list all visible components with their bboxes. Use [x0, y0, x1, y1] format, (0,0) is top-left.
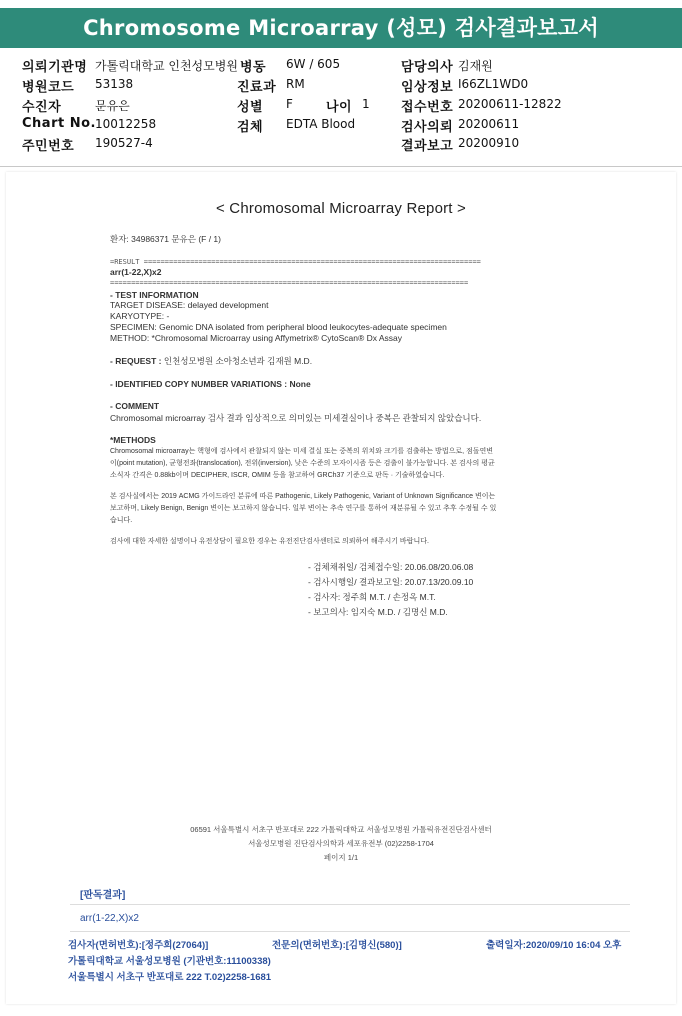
comment-text: Chromosomal microarray 검사 결과 임상적으로 의미있는 미세결실이나 중복은 관찰되지 않았습니다.	[110, 413, 482, 423]
methods-p1-line2: 이(point mutation), 균형전좌(translocation), 전위(inversion), 낮은 수준의 모자이시즘 등은 검출이 불가능합니다. 본 검사의 평균	[110, 460, 495, 467]
signoff-physicians: - 보고의사: 임지숙 M.D. / 김명신 M.D.	[308, 607, 448, 617]
value-hospital-code: 53138	[95, 77, 134, 91]
request-value: 인천성모병원 소아청소년과 김재원 M.D.	[163, 356, 313, 366]
karyotype: KARYOTYPE: -	[110, 311, 170, 321]
print-date: 출력일자:2020/09/10 16:04 오후	[486, 940, 622, 951]
methods-p3: 검사에 대한 자세한 설명이나 유전상담이 필요한 경우는 유전진단검사센터로 의뢰하여 해주시기 바랍니다.	[110, 538, 429, 545]
value-age: 1	[362, 97, 370, 111]
label-id-number: 주민번호	[22, 139, 75, 154]
methods-p2-line2: 보고하며, Likely Benign, Benign 변이는 보고하지 않습니다. 일부 변이는 추속 연구를 통하여 재분류될 수 있고 추후 수정될 수 있	[110, 505, 497, 512]
top-strip	[0, 0, 682, 8]
cnv-line: - IDENTIFIED COPY NUMBER VARIATIONS : None	[110, 379, 311, 389]
result-divider: =RESULT ================================================================================	[110, 258, 481, 266]
specimen-line: SPECIMEN: Genomic DNA isolated from peripheral blood leukocytes-adequate specimen	[110, 322, 447, 332]
hospital-address: 서울특별시 서초구 반포대로 222 T.02)2258-1681	[68, 972, 272, 983]
signoff-technicians: - 검사자: 정주희 M.T. / 손정옥 M.T.	[308, 592, 436, 602]
label-doctor: 담당의사	[401, 60, 454, 75]
divider-line: =====================================================================================	[110, 279, 469, 287]
label-clinical-info: 임상정보	[401, 80, 454, 95]
label-age: 나이	[326, 100, 353, 115]
judgement-value: arr(1-22,X)x2	[80, 913, 139, 924]
report-heading: < Chromosomal Microarray Report >	[215, 200, 466, 217]
patient-header	[0, 48, 682, 167]
value-accession: 20200611-12822	[458, 97, 562, 111]
label-request-date: 검사의뢰	[401, 120, 454, 135]
footer-department: 서울성모병원 진단검사의학과 세포유전부 (02)2258-1704	[248, 839, 434, 848]
value-patient: 문유은	[95, 99, 130, 113]
label-specimen: 검체	[237, 120, 264, 135]
report-title-bar: Chromosome Microarray (성모) 검사결과보고서	[0, 8, 682, 48]
footer-page: 페이지 1/1	[323, 853, 359, 862]
label-chart-no: Chart No.	[22, 116, 96, 131]
report-sheet	[6, 172, 676, 1004]
label-accession: 접수번호	[401, 100, 454, 115]
signoff-dates-1: - 검체채취일/ 검체접수일: 20.06.08/20.06.08	[308, 562, 474, 572]
examiner-license: 검사자(면허번호):[정주희(27064)]	[68, 940, 209, 951]
value-specimen: EDTA Blood	[286, 117, 356, 131]
value-request-date: 20200611	[458, 117, 520, 131]
test-info-header: - TEST INFORMATION	[110, 290, 199, 300]
value-doctor: 김재원	[458, 59, 493, 73]
value-report-date: 20200910	[458, 136, 520, 150]
label-report-date: 결과보고	[401, 139, 454, 154]
result-header: =RESULT	[110, 258, 140, 266]
method-line: METHOD: *Chromosomal Microarray using Affymetrix® CytoScan® Dx Assay	[110, 333, 403, 343]
methods-p1-line3: 소식자 간격은 0.88kb이며 DECIPHER, ISCR, OMIM 등을 참고하여 GRCh37 기준으로 판독 · 기술하였습니다.	[110, 472, 445, 479]
specialist-license: 전문의(면허번호):[김명신(580)]	[272, 940, 402, 951]
label-ward: 병동	[240, 60, 267, 75]
target-disease: TARGET DISEASE: delayed development	[110, 300, 269, 310]
label-department: 진료과	[237, 80, 277, 95]
methods-p2-line3: 습니다.	[110, 517, 133, 524]
summary-divider	[70, 931, 630, 932]
label-hospital-code: 병원코드	[22, 80, 75, 95]
value-chart-no: 10012258	[95, 117, 157, 131]
value-institution: 가톨릭대학교 인천성모병원	[95, 59, 238, 73]
methods-header: *METHODS	[110, 435, 156, 445]
methods-p1-line1: Chromosomal microarray는 핵형에 검사에서 관찰되지 않는 미세 결실 또는 중복의 위치와 크기를 검출하는 방법으로, 점돌연변	[110, 448, 494, 455]
judgement-label: [판독결과]	[80, 890, 126, 901]
label-institution: 의뢰기관명	[22, 60, 88, 75]
hospital-info: 가톨릭대학교 서울성모병원 (기관번호:11100338)	[68, 956, 271, 967]
patient-line: 환자: 34986371 문유은 (F / 1)	[110, 234, 221, 244]
result-value: arr(1-22,X)x2	[110, 267, 162, 277]
label-sex: 성별	[237, 100, 264, 115]
value-id-number: 190527-4	[95, 136, 153, 150]
label-patient: 수진자	[22, 100, 62, 115]
value-department: RM	[286, 77, 305, 91]
value-ward: 6W / 605	[286, 57, 341, 71]
signoff-dates-2: - 검사시행일/ 결과보고일: 20.07.13/20.09.10	[308, 577, 474, 587]
request-line	[110, 355, 312, 367]
value-clinical-info: I66ZL1WD0	[458, 77, 529, 91]
methods-p2-line1: 본 검사실에서는 2019 ACMG 가이드라인 분류에 따른 Pathogenic, Likely Pathogenic, Variant of Unknown Significance 변이는	[110, 493, 496, 500]
value-sex: F	[286, 97, 293, 111]
request-header: - REQUEST :	[110, 356, 162, 366]
comment-header: - COMMENT	[110, 401, 160, 411]
judgement-divider	[70, 904, 630, 905]
footer-address: 06591 서울특별시 서초구 반포대로 222 가톨릭대학교 서울성모병원 가톨릭유전진단검사센터	[190, 825, 492, 834]
